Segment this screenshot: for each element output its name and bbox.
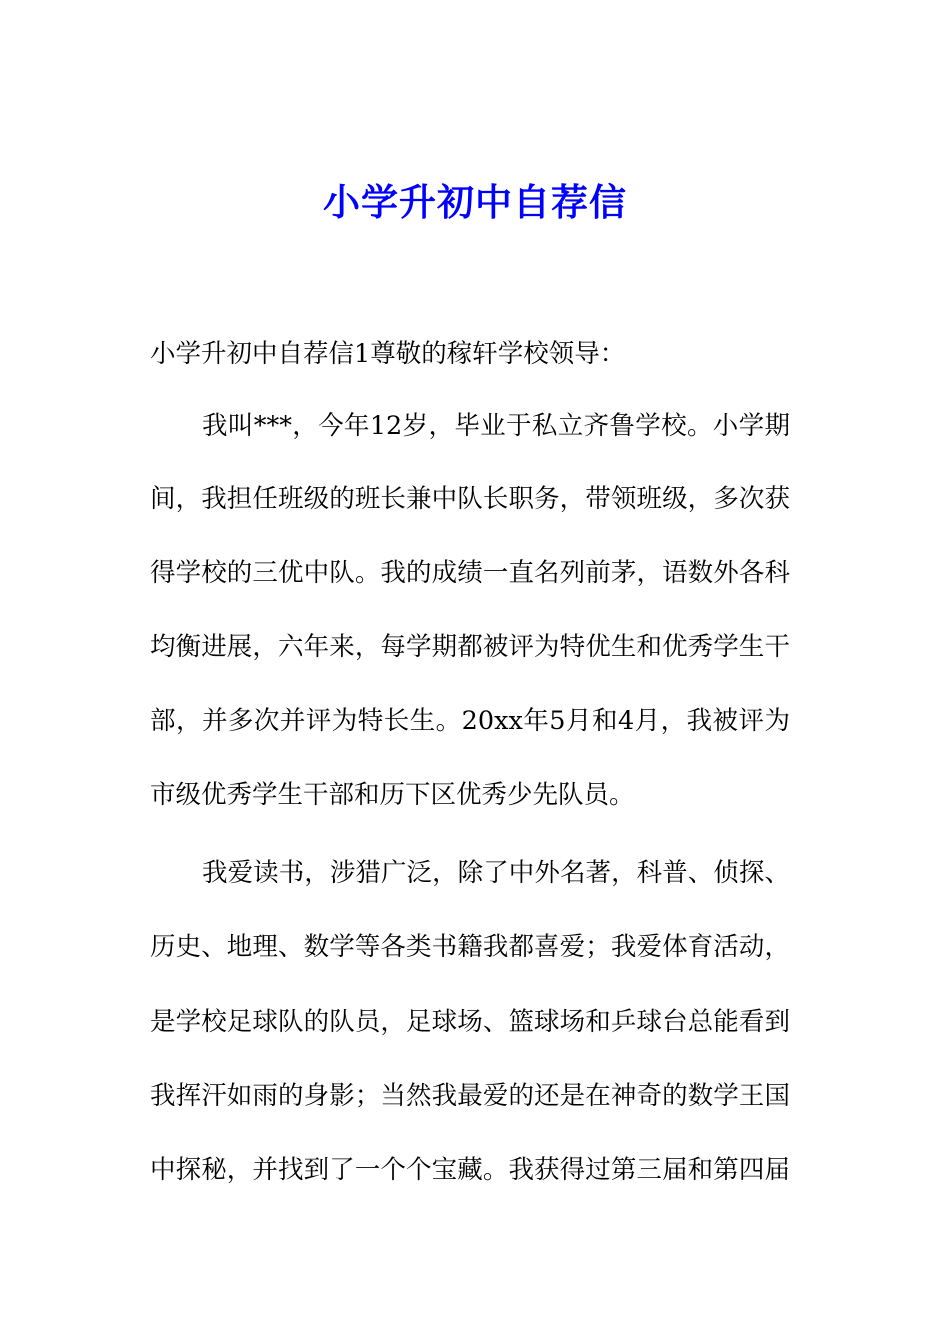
paragraph-line: 得学校的三优中队。我的成绩一直名列前茅，语数外各科 — [150, 558, 790, 588]
document-title: 小学升初中自荐信 — [323, 180, 627, 224]
paragraph-line: 中探秘，并找到了一个个宝藏。我获得过第三届和第四届 — [150, 1155, 790, 1185]
paragraph-line: 是学校足球队的队员，足球场、篮球场和乒球台总能看到 — [150, 1007, 790, 1037]
paragraph-line: 我爱读书，涉猎广泛，除了中外名著，科普、侦探、 — [202, 858, 790, 888]
salutation-line: 小学升初中自荐信1尊敬的稼轩学校领导： — [150, 339, 626, 369]
paragraph-line: 我叫***，今年12岁，毕业于私立齐鲁学校。小学期 — [202, 411, 790, 441]
paragraph-line: 均衡进展，六年来，每学期都被评为特优生和优秀学生干 — [150, 632, 790, 662]
paragraph-line: 部，并多次并评为特长生。20xx年5月和4月，我被评为 — [150, 706, 790, 736]
paragraph-line: 间，我担任班级的班长兼中队长职务，带领班级，多次获 — [150, 484, 790, 514]
paragraph-line: 历史、地理、数学等各类书籍我都喜爱；我爱体育活动， — [150, 932, 790, 962]
paragraph-line: 我挥汗如雨的身影；当然我最爱的还是在神奇的数学王国 — [150, 1081, 790, 1111]
paragraph-line: 市级优秀学生干部和历下区优秀少先队员。 — [150, 780, 635, 810]
